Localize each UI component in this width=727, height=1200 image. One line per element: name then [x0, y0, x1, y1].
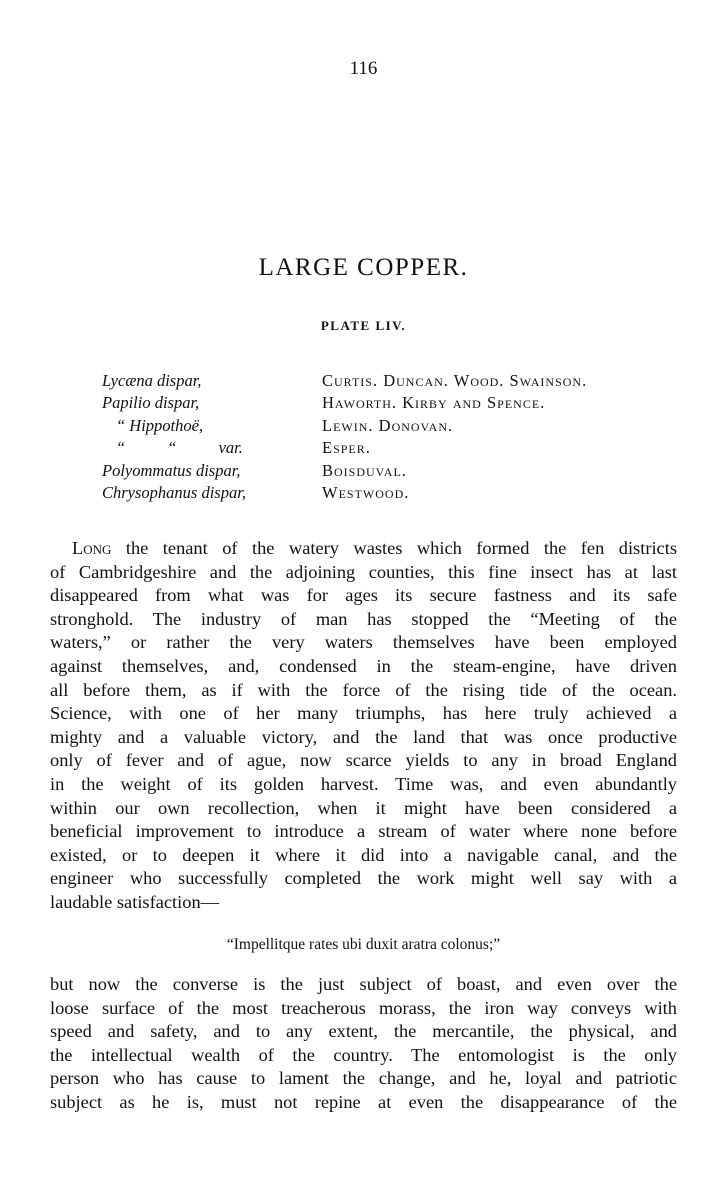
line-text: the tenant of the watery wastes which formed the fen districts	[111, 538, 677, 558]
synonym-row	[102, 371, 587, 393]
authorities: Westwood.	[322, 482, 410, 502]
species-name: “ “ var.	[116, 438, 243, 458]
authorities: Haworth. Kirby and Spence.	[322, 393, 546, 413]
paragraph-line: person who has cause to lament the change, and he, loyal and patriotic	[50, 1068, 677, 1089]
species-name: “ Hippothoë,	[116, 415, 204, 435]
paragraph-continuation	[50, 973, 677, 1115]
synonym-row	[102, 438, 587, 460]
synonym-row	[102, 461, 587, 483]
synonymy-table	[102, 371, 587, 505]
latin-quotation: “Impellitque rates ubi duxit aratra colonus;”	[226, 936, 501, 953]
authorities: Lewin. Donovan.	[322, 415, 454, 435]
species-name: Chrysophanus dispar,	[102, 482, 246, 502]
paragraph-line: laudable satisfaction—	[50, 891, 220, 912]
paragraph-line: in the weight of its golden harvest. Time was, and even abundantly	[50, 773, 677, 794]
paragraph-line: waters,” or rather the very waters themselves have been employed	[50, 632, 677, 653]
paragraph-line: stronghold. The industry of man has stopped the “Meeting of the	[50, 608, 677, 629]
paragraph-line	[50, 537, 677, 561]
authorities: Esper.	[322, 438, 371, 458]
paragraph-line: existed, or to deepen it where it did into a navigable canal, and the	[50, 844, 677, 865]
plate-label: PLATE LIV.	[320, 318, 407, 333]
paragraph-line: speed and safety, and to any extent, the mercantile, the physical, and	[50, 1021, 677, 1042]
drop-word: Long	[72, 538, 112, 558]
synonym-row	[102, 483, 587, 505]
authorities: Boisduval.	[322, 460, 407, 480]
synonym-row	[102, 393, 587, 415]
paragraph-line: loose surface of the most treacherous morass, the iron way conveys with	[50, 997, 677, 1018]
page-number: 116	[349, 58, 378, 79]
page-title: LARGE COPPER.	[258, 254, 469, 281]
paragraph-line: beneficial improvement to introduce a stream of water where none before	[50, 821, 677, 842]
paragraph-line: subject as he is, must not repine at even the disappearance of the	[50, 1091, 677, 1112]
paragraph-line: disappeared from what was for ages its secure fastness and its safe	[50, 585, 677, 606]
paragraph-line: all before them, as if with the force of the rising tide of the ocean.	[50, 679, 677, 700]
authorities: Curtis. Duncan. Wood. Swainson.	[322, 371, 588, 390]
paragraph-line: Science, with one of her many triumphs, has here truly achieved a	[50, 703, 677, 724]
species-name: Lycæna dispar,	[102, 371, 202, 390]
species-name: Papilio dispar,	[102, 393, 200, 413]
species-name: Polyommatus dispar,	[102, 460, 241, 480]
paragraph-line: within our own recollection, when it might have been considered a	[50, 797, 677, 818]
paragraph-line: engineer who successfully completed the work might well say with a	[50, 868, 677, 889]
paragraph-line: only of fever and of ague, now scarce yields to any in broad England	[50, 750, 677, 771]
paragraph-line: of Cambridgeshire and the adjoining counties, this fine insect has at last	[50, 561, 677, 582]
paragraph-main	[50, 537, 677, 915]
paragraph-line: mighty and a valuable victory, and the land that was once productive	[50, 726, 677, 747]
synonym-row	[102, 416, 587, 438]
paragraph-line: the intellectual wealth of the country. The entomologist is the only	[50, 1044, 677, 1065]
paragraph-line: against themselves, and, condensed in the steam-engine, have driven	[50, 655, 677, 676]
paragraph-line: but now the converse is the just subject of boast, and even over the	[50, 974, 677, 994]
